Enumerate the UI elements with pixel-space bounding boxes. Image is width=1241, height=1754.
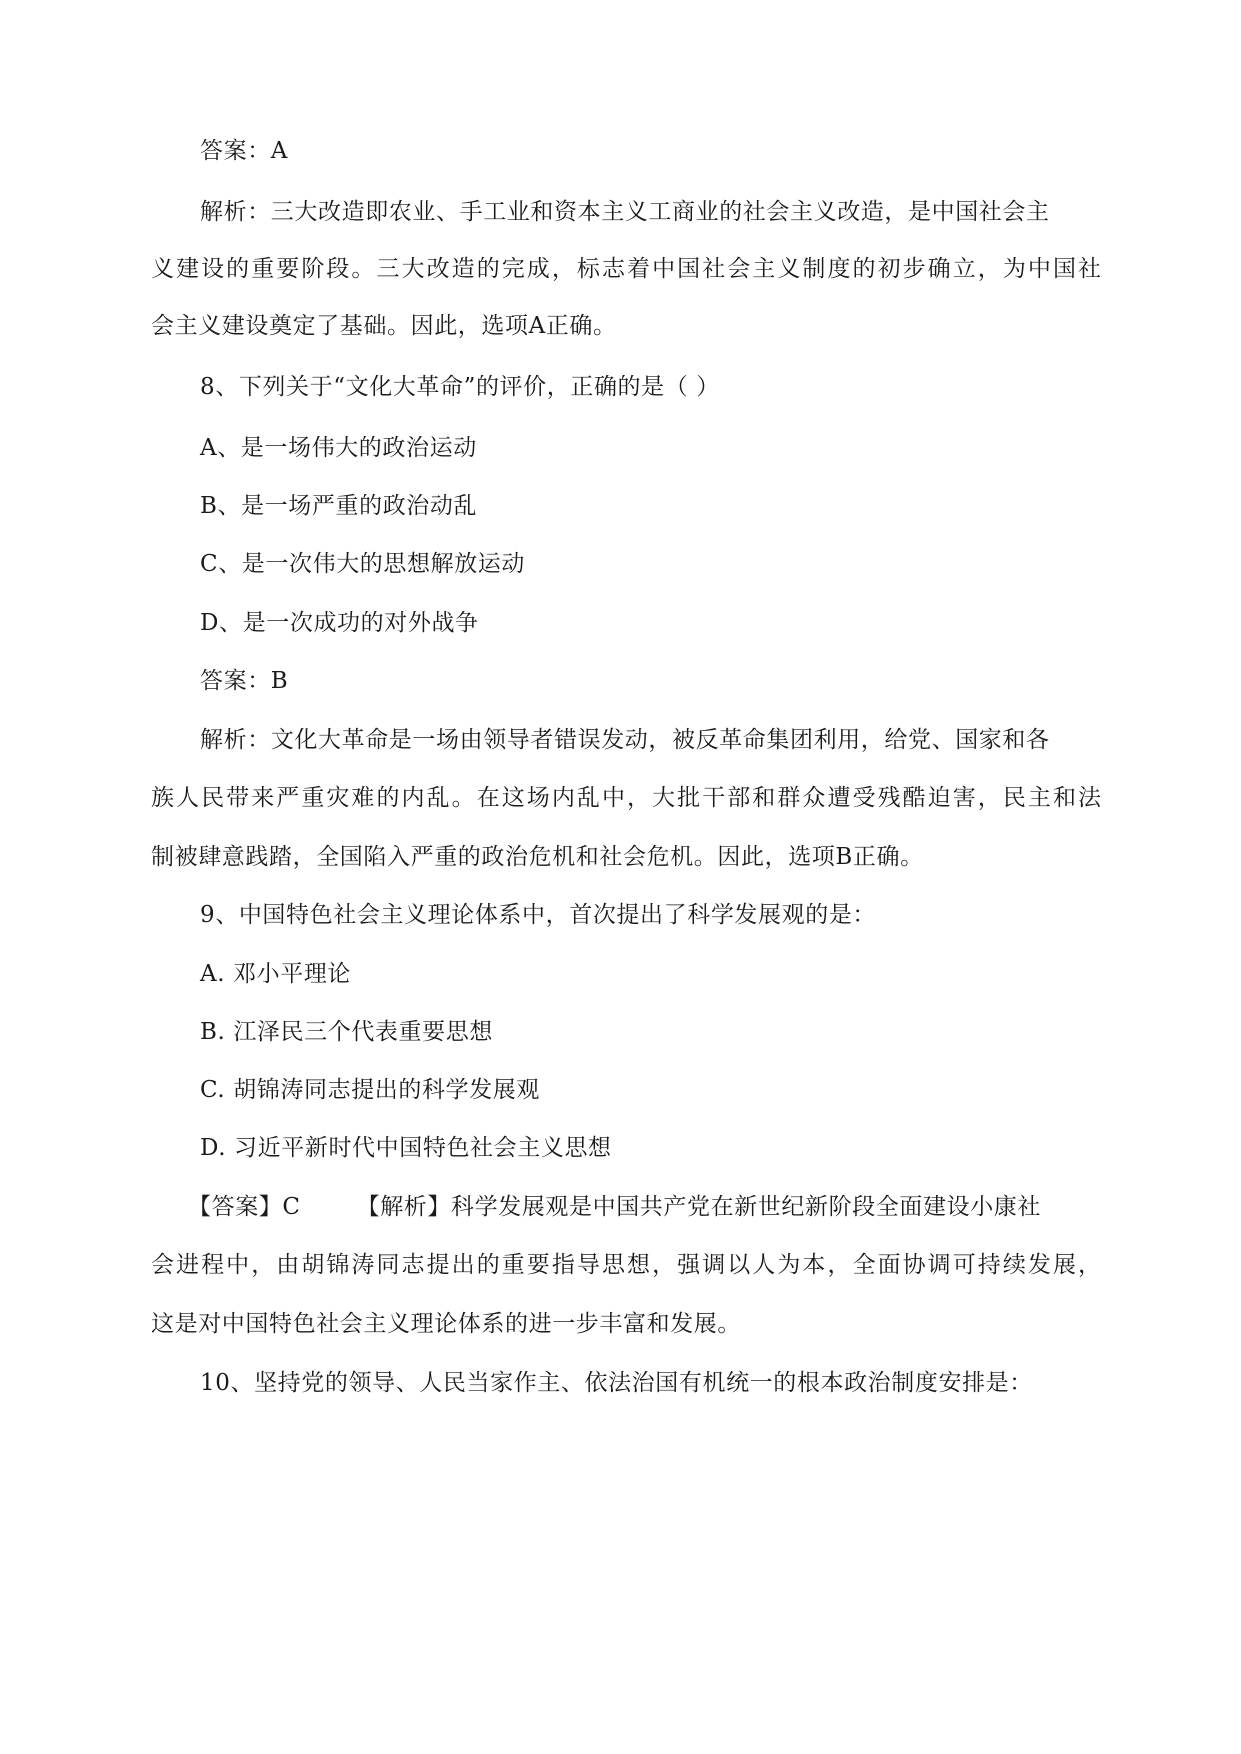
q7-answer: 答案：A [200,138,289,164]
q10-question: 10、坚持党的领导、人民当家作主、依法治国有机统一的根本政治制度安排是： [200,1370,1033,1396]
q7-analysis-line-2: 义建设的重要阶段。三大改造的完成，标志着中国社会主义制度的初步确立，为中国社 [151,256,1101,282]
q9-option-d: D. 习近平新时代中国特色社会主义思想 [200,1135,612,1161]
q8-analysis-line-1: 解析：文化大革命是一场由领导者错误发动，被反革命集团利用，给党、国家和各 [200,727,1050,753]
q8-question: 8、下列关于“文化大革命”的评价，正确的是（ ） [200,374,720,400]
q8-option-a: A、是一场伟大的政治运动 [200,435,477,461]
q8-analysis-line-3: 制被肆意践踏，全国陷入严重的政治危机和社会危机。因此，选项B正确。 [151,844,924,870]
q9-analysis-first: 【解析】科学发展观是中国共产党在新世纪新阶段全面建设小康社 [356,1194,1042,1220]
q7-analysis-line-3: 会主义建设奠定了基础。因此，选项A正确。 [151,313,617,339]
q9-analysis-line-3: 这是对中国特色社会主义理论体系的进一步丰富和发展。 [151,1311,741,1337]
q9-analysis-line-2: 会进程中，由胡锦涛同志提出的重要指导思想，强调以人为本，全面协调可持续发展， [151,1252,1101,1278]
q9-option-c: C. 胡锦涛同志提出的科学发展观 [200,1077,541,1103]
q7-analysis-line-1: 解析：三大改造即农业、手工业和资本主义工商业的社会主义改造，是中国社会主 [200,199,1050,225]
q8-option-b: B、是一场严重的政治动乱 [200,493,478,519]
q9-answer-tag: 【答案】C [188,1194,301,1220]
q8-answer: 答案：B [200,668,289,694]
q8-option-d: D、是一次成功的对外战争 [200,610,479,636]
q9-option-b: B. 江泽民三个代表重要思想 [200,1019,493,1045]
q9-option-a: A. 邓小平理论 [200,961,352,987]
q9-question: 9、中国特色社会主义理论体系中，首次提出了科学发展观的是： [200,902,877,928]
q9-answer-analysis-line-1 [188,1192,1041,1222]
q8-analysis-line-2: 族人民带来严重灾难的内乱。在这场内乱中，大批干部和群众遭受残酷迫害，民主和法 [151,785,1101,811]
q8-option-c: C、是一次伟大的思想解放运动 [200,551,525,577]
